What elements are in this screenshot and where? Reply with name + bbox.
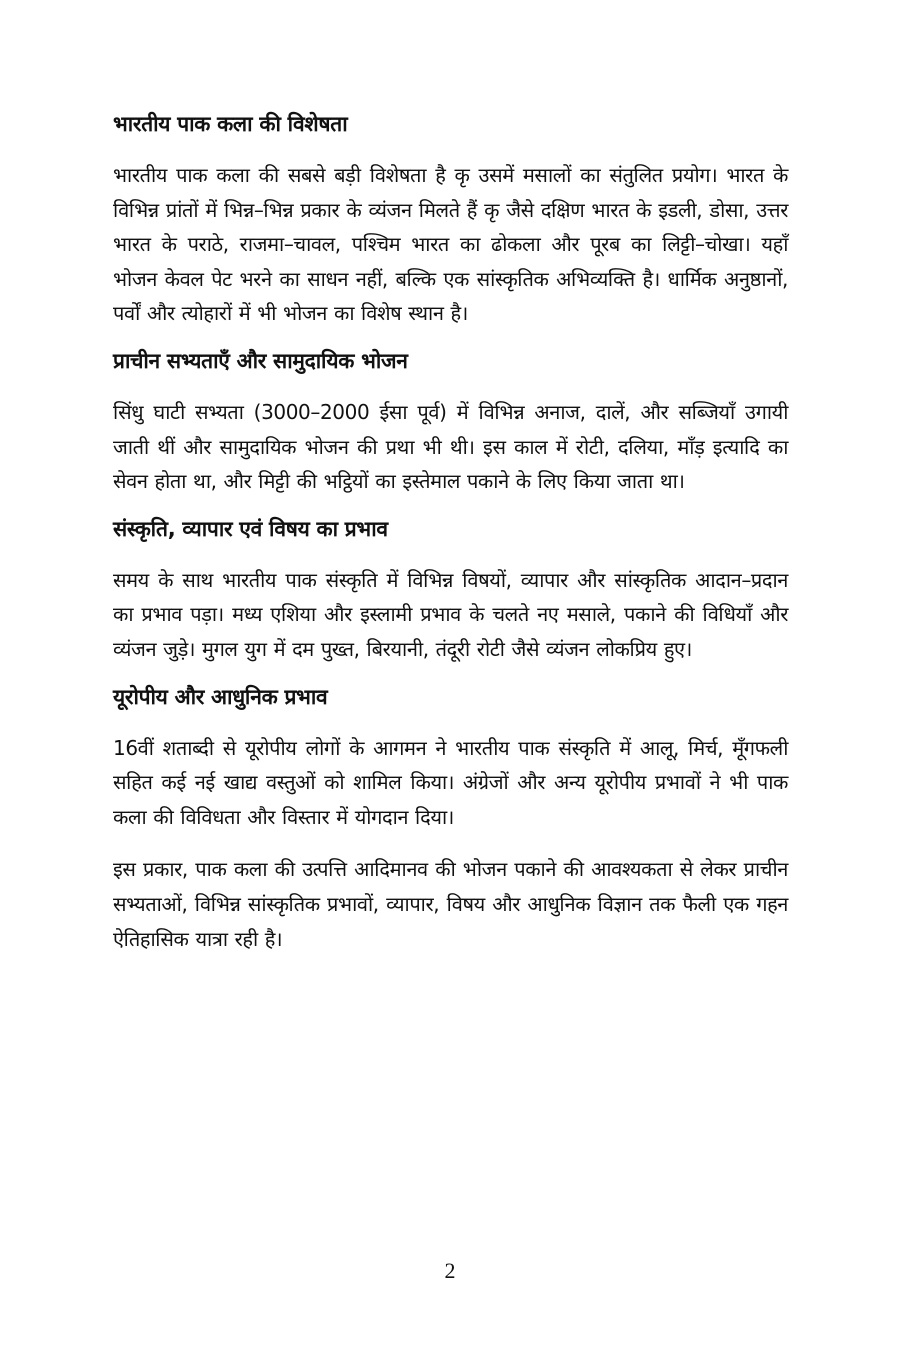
document-page — [113, 108, 788, 956]
section-paragraph: सिंधु घाटी सभ्यता (3000–2000 ईसा पूर्व) में विभिन्न अनाज, दालें, और सब्जियाँ उगायी जाती थीं और सामुदायिक भोजन की प्रथा भी थी। इस काल में रोटी, दलिया, माँड़ इत्यादि का सेवन होता था, और मिट्टी की भट्ठियों का इस्तेमाल पकाने के लिए किया जाता था। — [113, 399, 788, 494]
section-heading: यूरोपीय और आधुनिक प्रभाव — [113, 684, 328, 709]
section-heading: भारतीय पाक कला की विशेषता — [113, 112, 348, 136]
section-paragraph: भारतीय पाक कला की सबसे बड़ी विशेषता है कृ उसमें मसालों का संतुलित प्रयोग। भारत के विभिन्न प्रांतों में भिन्न–भिन्न प्रकार के व्यंजन मिलते हैं कृ जैसे दक्षिण भारत के इडली, डोसा, उत्तर भारत के पराठे, राजमा–चावल, पश्चिम भारत का ढोकला और पूरब का लिट्टी–चोखा। यहाँ भोजन केवल पेट भरने का साधन नहीं, बल्कि एक सांस्कृतिक अभिव्यक्ति है। धार्मिक अनुष्ठानों, पर्वों और त्योहारों में भी भोजन का विशेष स्थान है। — [113, 163, 788, 326]
section-paragraph: 16वीं शताब्दी से यूरोपीय लोगों के आगमन ने भारतीय पाक संस्कृति में आलू, मिर्च, मूँगफली सहित कई नई खाद्य वस्तुओं को शामिल किया। अंग्रेजों और अन्य यूरोपीय प्रभावों ने भी पाक कला की विविधता और विस्तार में योगदान दिया। — [113, 735, 788, 829]
section-heading: प्राचीन सभ्यताएँ और सामुदायिक भोजन — [113, 348, 408, 373]
section-heading: संस्कृति, व्यापार एवं विषय का प्रभाव — [113, 516, 388, 541]
section-paragraph: समय के साथ भारतीय पाक संस्कृति में विभिन्न विषयों, व्यापार और सांस्कृतिक आदान–प्रदान का प्रभाव पड़ा। मध्य एशिया और इस्लामी प्रभाव के चलते नए मसाले, पकाने की विधियाँ और व्यंजन जुड़े। मुगल युग में दम पुख्त, बिरयानी, तंदूरी रोटी जैसे व्यंजन लोकप्रिय हुए। — [113, 567, 788, 661]
page-number: 2 — [444, 1258, 456, 1283]
conclusion-paragraph: इस प्रकार, पाक कला की उत्पत्ति आदिमानव की भोजन पकाने की आवश्यकता से लेकर प्राचीन सभ्यताओं, विभिन्न सांस्कृतिक प्रभावों, व्यापार, विषय और आधुनिक विज्ञान तक फैली एक गहन ऐतिहासिक यात्रा रही है। — [113, 857, 788, 951]
